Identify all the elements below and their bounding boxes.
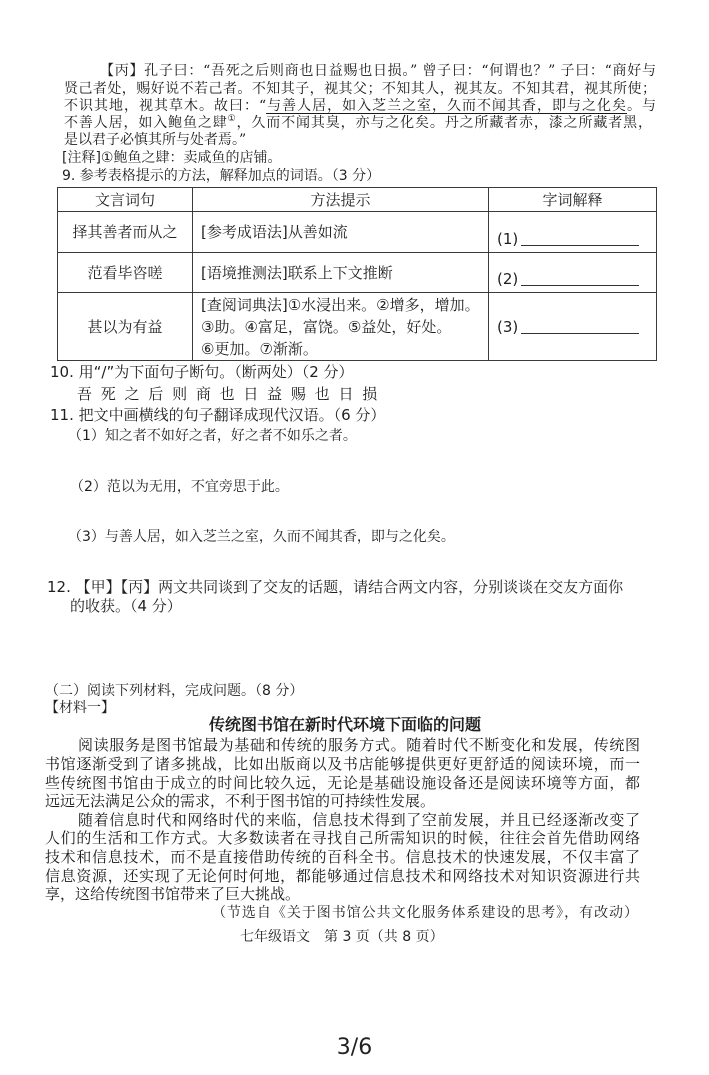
question-12-prompt-continued: 的收获。（4 分） <box>70 597 182 615</box>
answer-blank-cell <box>489 212 657 253</box>
question-10-prompt: 10. 用“/”为下面句子断句。（断两处）（2 分） <box>50 363 354 381</box>
passage-text: 不识其地，视其草木。故曰：“ <box>64 98 267 114</box>
paragraph-line: 些传统图书馆由于成立的时间比较久远，无论是基础设施设备还是阅读环境等方面，都 <box>45 774 640 792</box>
source-citation: （节选自《关于图书馆公共文化服务体系建设的思考》，有改动） <box>212 905 638 921</box>
method-cell: [参考成语法]从善如流 <box>193 212 489 253</box>
answer-blank-cell <box>489 293 657 361</box>
answer-line <box>521 273 639 286</box>
blank-label: (1) <box>497 230 519 248</box>
paragraph-line: 阅读服务是图书馆最为基础和传统的服务方式。随着时代不断变化和发展，传统图 <box>78 736 640 754</box>
method-cell: [语境推测法]联系上下文推断 <box>193 253 489 293</box>
passage-bing-line <box>64 98 656 115</box>
passage-text: ，久而不闻其臭，亦与之化矣。丹之所藏者赤，漆之所藏者黑， <box>236 115 653 131</box>
method-line: [查阅词典法]①水浸出来。②增多，增加。 <box>201 295 480 314</box>
method-line: ③助。④富足，富饶。⑤益处，好处。 <box>201 317 452 336</box>
paragraph-line: 随着信息时代和网络时代的来临，信息技术得到了空前发展，并且已经逐渐改变了 <box>78 811 640 829</box>
column-header-phrase: 文言词句 <box>58 188 193 212</box>
blank-label: (3) <box>497 317 519 336</box>
method-table <box>57 187 657 361</box>
paragraph-line: 享，这给传统图书馆带来了巨大挑战。 <box>45 885 301 903</box>
table-header-row <box>58 188 657 212</box>
column-header-answer: 字词解释 <box>489 188 657 212</box>
section-heading: （二）阅读下列材料，完成问题。（8 分） <box>45 683 304 699</box>
paragraph-line: 人们的生活和工作方式。大多数读者在寻找自己所需知识的时候，往往会首先借助网络 <box>45 829 640 847</box>
paragraph-line: 书馆逐渐受到了诸多挑战，比如出版商以及书店能够提供更好更舒适的阅读环境，而一 <box>45 755 640 773</box>
paragraph-line: 信息资源，还实现了无论何时何地，都能够通过信息技术和网络技术对知识资源进行共 <box>45 867 640 885</box>
sentence-to-punctuate: 吾 死 之 后 则 商 也 日 益 赐 也 日 损 <box>77 385 378 403</box>
annotation-note: [注释]①鲍鱼之肆：卖咸鱼的店铺。 <box>62 150 282 166</box>
passage-bing-line: 贤己者处，赐好说不若己者。不知其子，视其父；不知其人，视其友。不知其君，视其所使； <box>64 81 656 97</box>
answer-line <box>521 233 639 246</box>
answer-line <box>521 321 639 334</box>
table-row <box>58 212 657 253</box>
question-9-prompt: 9. 参考表格提示的方法，解释加点的词语。（3 分） <box>62 168 381 184</box>
translation-item: （1）知之者不如好之者，好之者不如乐之者。 <box>68 428 357 444</box>
phrase-cell: 甚以为有益 <box>58 293 193 361</box>
method-line: ⑥更加。⑦渐渐。 <box>201 339 318 358</box>
column-header-method: 方法提示 <box>193 188 489 212</box>
passage-bing-line <box>64 115 652 132</box>
passage-bing-line: 【丙】孔子曰：“吾死之后则商也日益赐也日损。” 曾子曰：“何谓也？” 子曰：“商好与 <box>100 63 656 79</box>
page-footer: 七年级语文 第 3 页（共 8 页） <box>240 929 444 945</box>
paragraph-line: 技术和信息技术，而不是直接借助传统的百科全书。信息技术的快速发展，不仅丰富了 <box>45 848 640 866</box>
passage-text: 。与 <box>627 98 656 114</box>
question-11-prompt: 11. 把文中画横线的句子翻译成现代汉语。（6 分） <box>50 406 386 424</box>
translation-item: （3）与善人居，如入芝兰之室，久而不闻其香，即与之化矣。 <box>68 529 455 545</box>
question-12-prompt: 12. 【甲】【丙】两文共同谈到了交友的话题，请结合两文内容，分别谈谈在交友方面你 <box>47 578 624 596</box>
material-label: 【材料一】 <box>45 700 115 716</box>
table-row <box>58 253 657 293</box>
footnote-mark: ① <box>227 114 237 124</box>
translation-item: （2）范以为无用，不宜旁思于此。 <box>70 479 289 495</box>
passage-bing-line: 是以君子必慎其所与处者焉。” <box>64 132 247 148</box>
passage-text: 不善人居，如入鲍鱼之肆 <box>64 115 228 131</box>
phrase-cell: 范看毕咨嗟 <box>58 253 193 293</box>
phrase-cell: 择其善者而从之 <box>58 212 193 253</box>
page-indicator: 3/6 <box>336 1035 373 1060</box>
blank-label: (2) <box>497 270 519 288</box>
method-cell <box>193 293 489 361</box>
paragraph-line: 远远无法满足公众的需求，不利于图书馆的可持续性发展。 <box>45 792 436 810</box>
table-row <box>58 293 657 361</box>
underlined-sentence: 与善人居，如入芝兰之室，久而不闻其香，即与之化矣 <box>266 98 627 114</box>
article-title: 传统图书馆在新时代环境下面临的问题 <box>208 715 481 734</box>
answer-blank-cell <box>489 253 657 293</box>
